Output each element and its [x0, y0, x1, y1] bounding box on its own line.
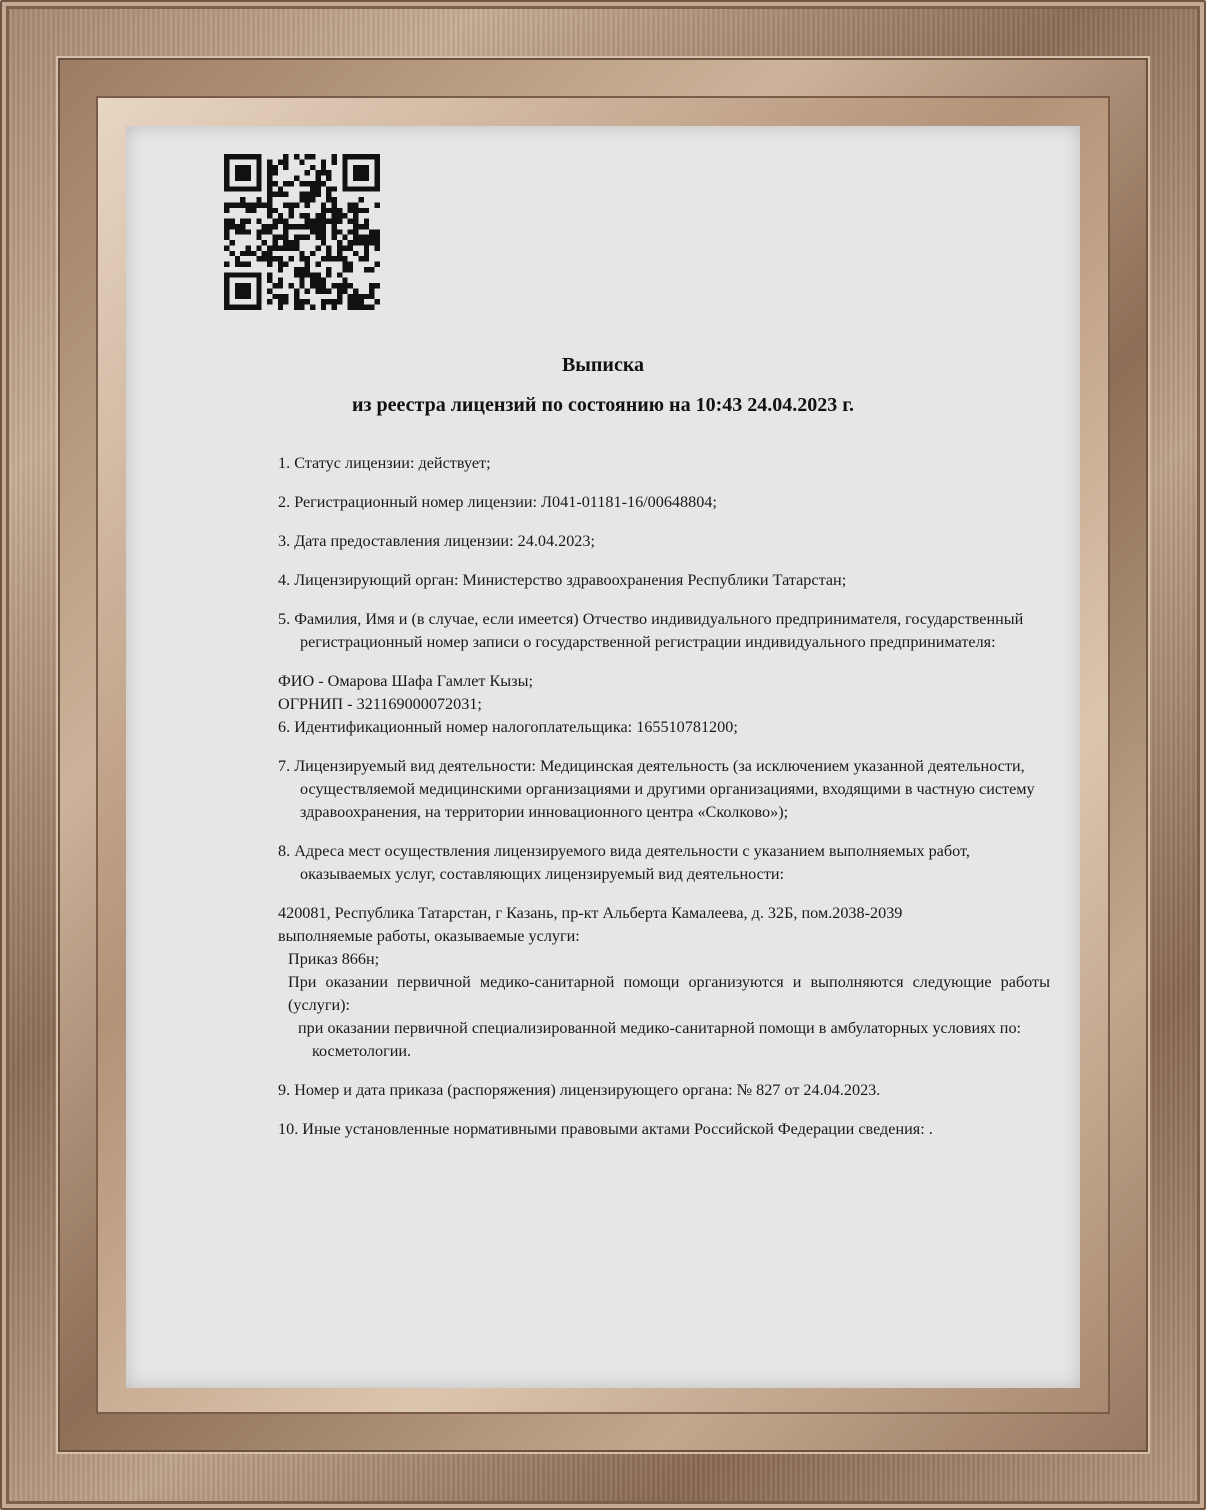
item-10-other-info: 10. Иные установленные нормативными правовыми актами Российской Федерации сведения: . — [278, 1120, 933, 1138]
item-2-reg-number: 2. Регистрационный номер лицензии: Л041-01181-16/00648804; — [278, 493, 717, 511]
qr-code-icon — [224, 154, 380, 310]
primary-care-line: При оказании первичной медико-санитарной помощи организуются и выполняются следующие работы (услуги): — [288, 973, 1050, 1014]
license-extract-document — [126, 126, 1080, 1388]
item-6-inn: 6. Идентификационный номер налогоплательщика: 165510781200; — [278, 718, 738, 736]
ogrnip-line: ОГРНИП - 321169000072031; — [278, 695, 482, 713]
item-9-order: 9. Номер и дата приказа (распоряжения) лицензирующего органа: № 827 от 24.04.2023. — [278, 1081, 881, 1099]
works-label: выполняемые работы, оказываемые услуги: — [278, 927, 580, 945]
item-8-addresses: 8. Адреса мест осуществления лицензируемого вида деятельности с указанием выполняемых работ, оказываемых услуг, составляющих лицензируемый вид деятельности: — [278, 842, 970, 883]
document-body — [278, 452, 1050, 1157]
fio-line: ФИО - Омарова Шафа Гамлет Кызы; — [278, 672, 533, 690]
cosmetology-line: косметологии. — [312, 1042, 412, 1060]
document-subtitle: из реестра лицензий по состоянию на 10:43 24.04.2023 г. — [351, 394, 855, 416]
item-1-status: 1. Статус лицензии: действует; — [278, 454, 491, 472]
order-line: Приказ 866н; — [288, 950, 380, 968]
item-4-authority: 4. Лицензирующий орган: Министерство здравоохранения Республики Татарстан; — [278, 571, 847, 589]
document-title: Выписка — [561, 354, 645, 376]
specialized-care-line: при оказании первичной специализированной медико-санитарной помощи в амбулаторных условиях по: — [298, 1019, 1022, 1037]
item-3-date: 3. Дата предоставления лицензии: 24.04.2023; — [278, 532, 595, 550]
item-5-entrepreneur: 5. Фамилия, Имя и (в случае, если имеется) Отчество индивидуального предпринимателя, государственный регистрационный номер записи о государственной регистрации индивидуального предпринимателя: — [278, 610, 1024, 651]
address-line: 420081, Республика Татарстан, г Казань, пр-кт Альберта Камалеева, д. 32Б, пом.2038-2039 — [278, 904, 903, 922]
item-7-activity: 7. Лицензируемый вид деятельности: Медицинская деятельность (за исключением указанной деятельности, осуществляемой медицинскими организациями и другими организациями, входящими в частную систему здравоохранения, на территории инновационного центра «Сколково»); — [278, 757, 1035, 821]
